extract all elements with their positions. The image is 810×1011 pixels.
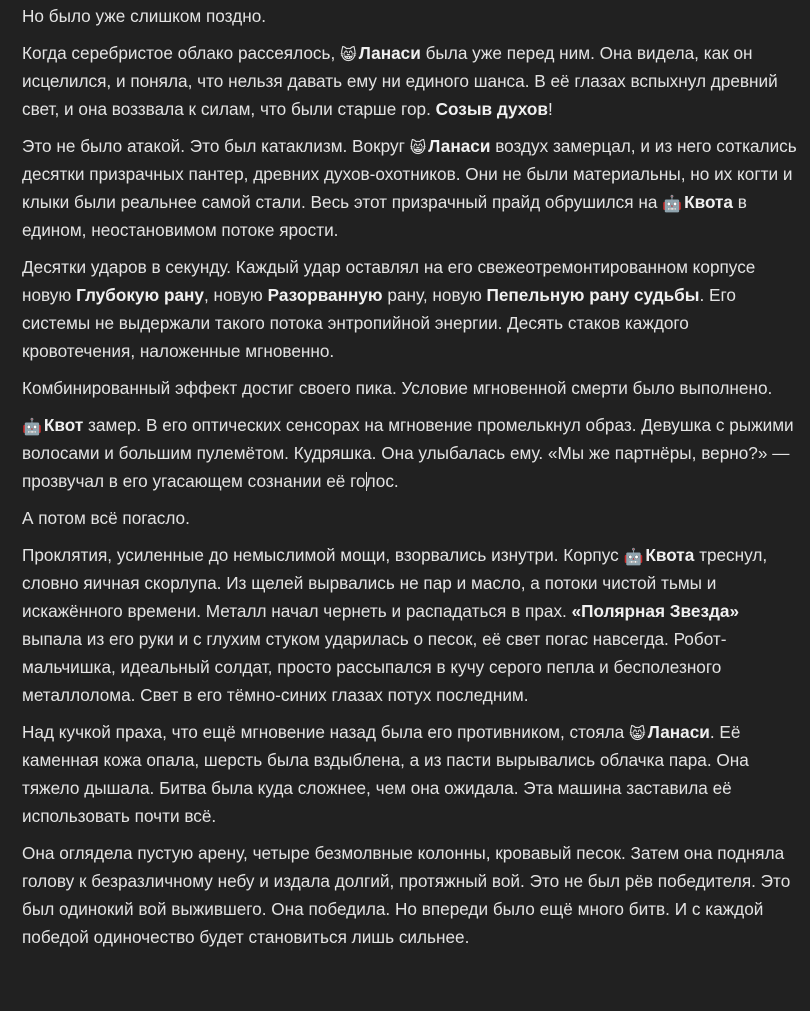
character-name-lanasi: Ланаси [358, 43, 421, 63]
text: в едином, неостановимом потоке ярости. [22, 192, 747, 240]
cat-face-icon: 😸 [340, 47, 357, 64]
text: замер. В его оптических сенсорах на мгновение промелькнул образ. Девушка с рыжими волосами и большим пулемётом. Кудряшка. Она улыбалась ему. «Мы же партнёры, верно?» — прозвучал в его угасающем сознании её го [22, 415, 794, 491]
paragraph-5 [22, 374, 802, 402]
wound-name: Пепельную рану судьбы [486, 285, 700, 305]
cat-face-icon: 😸 [629, 726, 646, 743]
text: , новую [203, 285, 268, 305]
character-name-lanasi: Ланаси [428, 136, 491, 156]
character-name-lanasi: Ланаси [647, 722, 710, 742]
wound-name: Разорванную [267, 285, 383, 305]
wound-name: Глубокую рану [76, 285, 204, 305]
text: воздух замерцал, и из него соткались десятки призрачных пантер, древних духов-охотников. Они не были материальны, но их когти и клыки были реальнее самой стали. Весь этот призрачный прайд обрушился на [22, 136, 797, 212]
character-name-kvot: Квота [684, 192, 733, 212]
text: ! [547, 99, 553, 119]
paragraph-2 [22, 39, 802, 123]
text: А потом всё погасло. [22, 508, 190, 528]
text: Проклятия, усиленные до немыслимой мощи, взорвались изнутри. Корпус [22, 545, 624, 565]
text: была уже перед ним. Она видела, как он исцелился, и поняла, что нельзя давать ему ни единого шанса. В её глазах вспыхнул древний свет, и она воззвала к силам, что были старше гор. [22, 43, 778, 119]
robot-face-icon: 🤖 [623, 549, 644, 566]
paragraph-7 [22, 504, 802, 532]
text: Над кучкой праха, что ещё мгновение назад была его противником, стояла [22, 722, 630, 742]
text: Она оглядела пустую арену, четыре безмолвные колонны, кровавый песок. Затем она подняла голову к безразличному небу и издала долгий, протяжный вой. Это не был рёв победителя. Это был одинокий вой выжившего. Она победила. Но впереди было ещё много битв. И с каждой победой одиночество будет становиться лишь сильнее. [22, 843, 791, 947]
text: лос. [365, 471, 399, 491]
paragraph-1 [22, 2, 802, 30]
paragraph-6 [22, 411, 802, 495]
text: Это не было атакой. Это был катаклизм. Вокруг [22, 136, 410, 156]
character-name-kvot: Квота [645, 545, 695, 565]
text: Десятки ударов в секунду. Каждый удар оставлял на его свежеотремонтированном корпусе новую [22, 257, 756, 305]
text: рану, новую [382, 285, 487, 305]
story-document [22, 2, 802, 960]
cat-face-icon: 😸 [409, 140, 427, 157]
robot-face-icon: 🤖 [22, 419, 42, 436]
skill-name: Созыв духов [435, 99, 548, 119]
text: Когда серебристое облако рассеялось, [22, 43, 340, 63]
paragraph-9 [22, 718, 802, 830]
text: . Его системы не выдержали такого потока энтропийной энергии. Десять стаков каждого кровотечения, наложенные мгновенно. [22, 285, 736, 361]
paragraph-10 [22, 839, 802, 951]
text: Комбинированный эффект достиг своего пика. Условие мгновенной смерти было выполнено. [22, 378, 773, 398]
text: Но было уже слишком поздно. [22, 6, 267, 26]
robot-face-icon: 🤖 [662, 196, 683, 213]
text: треснул, словно яичная скорлупа. Из щелей вырвались не пар и масло, а потоки чистой тьмы и искажённого времени. Металл начал чернеть и распадаться в прах. [22, 545, 768, 621]
paragraph-8 [22, 541, 802, 709]
paragraph-4 [22, 253, 802, 365]
character-name-kvot: Квот [43, 415, 84, 435]
paragraph-3 [22, 132, 802, 244]
text: выпала из его руки и с глухим стуком ударилась о песок, её свет погас навсегда. Робот-мальчишка, идеальный солдат, просто рассыпался в кучу серого пепла и бесполезного металлолома. Свет в его тёмно-синих глазах потух последним. [22, 629, 727, 705]
item-name: «Полярная Звезда» [571, 601, 740, 621]
text: . Её каменная кожа опала, шерсть была вздыблена, а из пасти вырывались облачка пара. Она тяжело дышала. Битва была куда сложнее, чем она ожидала. Эта машина заставила её использовать почти всё. [22, 722, 749, 826]
